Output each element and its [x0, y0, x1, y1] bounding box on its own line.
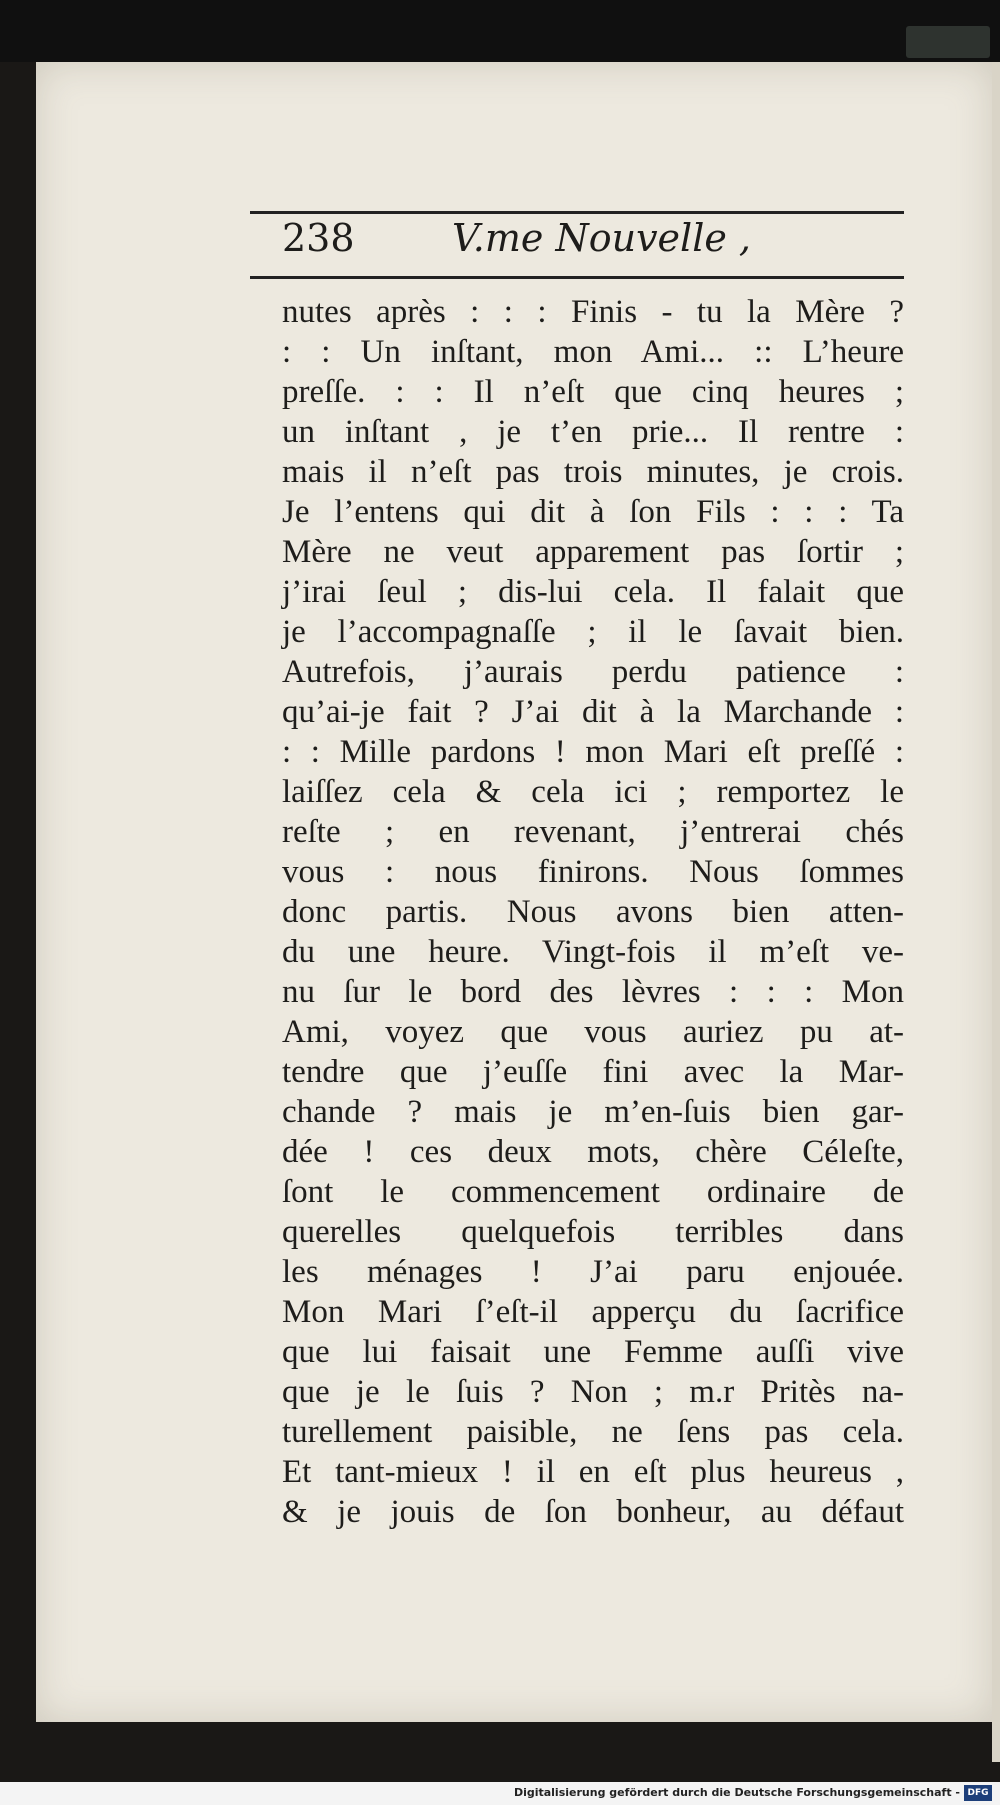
text-line: nutes après : : : Finis - tu la Mère ? — [282, 294, 904, 330]
text-line: : : Mille pardons ! mon Mari eſt preſſé : — [282, 734, 904, 770]
page-edge — [992, 62, 1000, 1762]
text-line: Et tant-mieux ! il en eſt plus heureus , — [282, 1454, 904, 1490]
text-line: turellement paisible, ne ſens pas cela. — [282, 1414, 904, 1450]
text-line: laiſſez cela & cela ici ; remportez le — [282, 774, 904, 810]
footer-bar — [0, 1782, 1000, 1805]
text-line: j’irai ſeul ; dis-lui cela. Il falait que — [282, 574, 904, 610]
book-clamp — [906, 26, 990, 58]
body-text — [282, 292, 904, 1532]
text-line: tendre que j’euſſe fini avec la Mar- — [282, 1054, 904, 1090]
text-line: nu ſur le bord des lèvres : : : Mon — [282, 974, 904, 1010]
header-rule-top — [250, 211, 904, 214]
page-number: 238 — [282, 216, 355, 260]
text-line: querelles quelquefois terribles dans — [282, 1214, 904, 1250]
text-line: Mère ne veut apparement pas ſortir ; — [282, 534, 904, 570]
text-line: Je l’entens qui dit à ſon Fils : : : Ta — [282, 494, 904, 530]
header-rule-bottom — [250, 276, 904, 279]
text-line: que je le ſuis ? Non ; m.r Pritès na- — [282, 1374, 904, 1410]
text-line: chande ? mais je m’en-ſuis bien gar- — [282, 1094, 904, 1130]
digitization-credit: Digitalisierung gefördert durch die Deutsche Forschungsgemeinschaft - — [513, 1786, 960, 1799]
text-line: Ami, voyez que vous auriez pu at- — [282, 1014, 904, 1050]
text-line: dée ! ces deux mots, chère Céleſte, — [282, 1134, 904, 1170]
text-line: qu’ai-je fait ? J’ai dit à la Marchande : — [282, 694, 904, 730]
text-line: que lui faisait une Femme auſſi vive — [282, 1334, 904, 1370]
text-line: les ménages ! J’ai paru enjouée. — [282, 1254, 904, 1290]
text-line: un inſtant , je t’en prie... Il rentre : — [282, 414, 904, 450]
text-line: reſte ; en revenant, j’entrerai chés — [282, 814, 904, 850]
text-line: ſont le commencement ordinaire de — [282, 1174, 904, 1210]
text-line: mais il n’eſt pas trois minutes, je crois. — [282, 454, 904, 490]
page-header — [282, 216, 902, 274]
text-line: preſſe. : : Il n’eſt que cinq heures ; — [282, 374, 904, 410]
text-line: donc partis. Nous avons bien atten- — [282, 894, 904, 930]
running-title: V.me Nouvelle , — [452, 216, 751, 260]
text-line: du une heure. Vingt-fois il m’eſt ve- — [282, 934, 904, 970]
text-line: Autrefois, j’aurais perdu patience : — [282, 654, 904, 690]
text-line: vous : nous finirons. Nous ſommes — [282, 854, 904, 890]
text-line: je l’accompagnaſſe ; il le ſavait bien. — [282, 614, 904, 650]
text-line: Mon Mari ſ’eſt-il apperçu du ſacrifice — [282, 1294, 904, 1330]
text-line: & je jouis de ſon bonheur, au défaut — [282, 1494, 904, 1530]
text-line: : : Un inſtant, mon Ami... :: L’heure — [282, 334, 904, 370]
scan-background-top — [0, 0, 1000, 62]
dfg-logo: DFG — [964, 1785, 992, 1801]
